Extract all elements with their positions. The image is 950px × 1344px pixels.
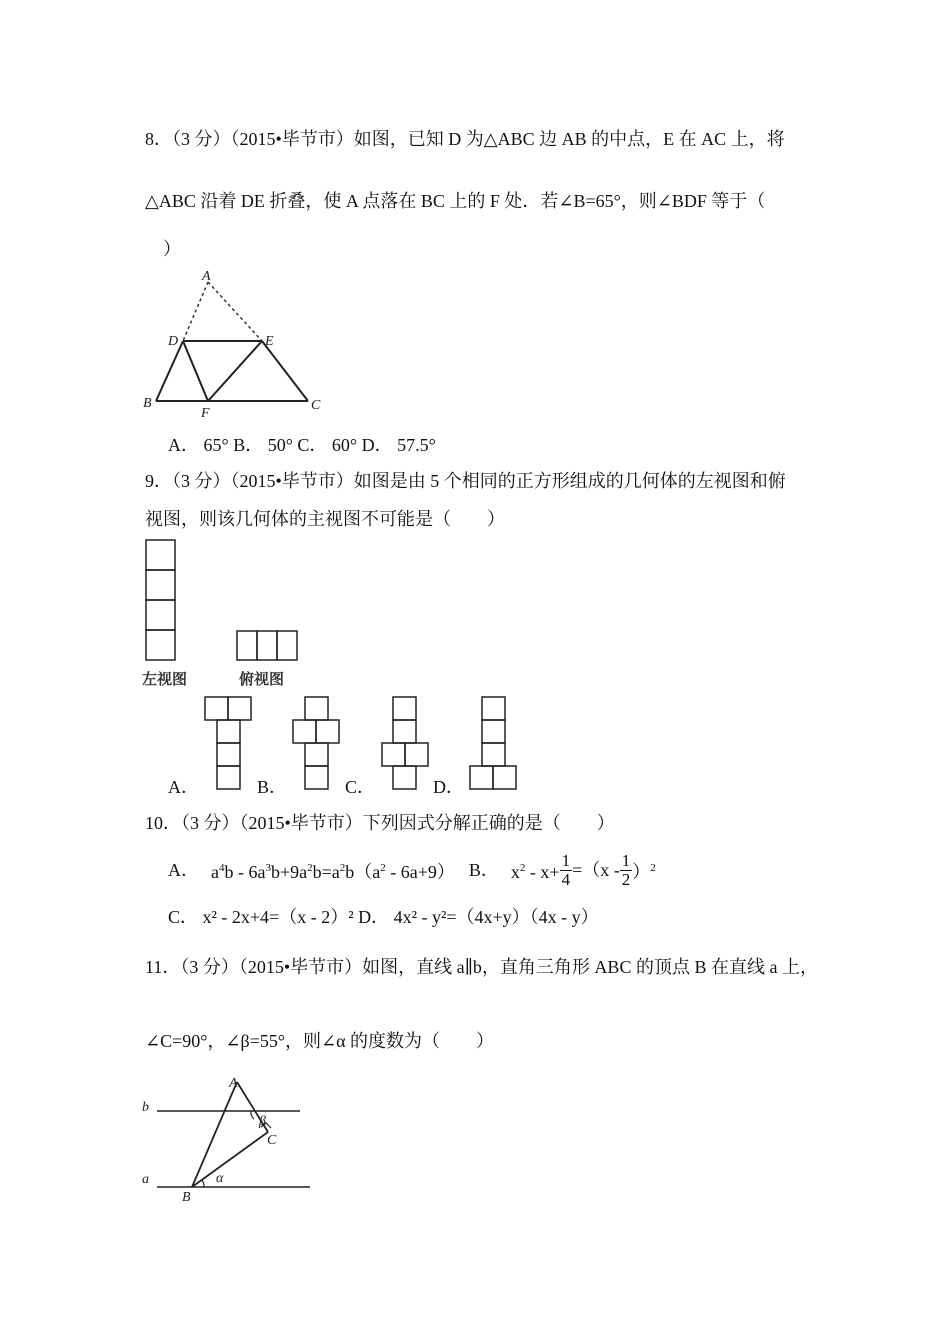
q11-label-beta: β	[259, 1114, 266, 1129]
q11-parallel-lines-figure	[140, 1070, 320, 1205]
q8-label-F: F	[201, 406, 210, 421]
q8-label-D: D	[168, 334, 179, 349]
fraction-one-quarter: $\frac{1}{4}$	[561, 850, 571, 889]
q11-label-b: b	[142, 1100, 149, 1115]
q8-line-2: △ABC 沿着 DE 折叠，使 A 点落在 BC 上的 F 处．若∠B=65°，则∠BDF 等于（	[145, 191, 766, 211]
q11-label-C: C	[267, 1133, 277, 1148]
left-view-caption: 左视图	[142, 670, 188, 688]
q8-label-A: A	[202, 269, 211, 284]
q9-views-figure	[140, 535, 310, 665]
q8-options: A． 65° B． 50° C． 60° D． 57.5°	[168, 435, 436, 455]
q9-line-1: 9．（3 分）（2015•毕节市）如图是由 5 个相同的正方形组成的几何体的左视图和俯	[145, 471, 786, 491]
q9-line-2: 视图，则该几何体的主视图不可能是（ ）	[145, 509, 505, 529]
q10-option-A-label: A．	[168, 860, 199, 880]
q11-label-A: A	[229, 1076, 238, 1091]
fraction-one-half: $\frac{1}{2}$	[621, 850, 631, 889]
q9-option-B-label: B．	[257, 777, 288, 797]
q8-label-B: B	[143, 396, 152, 411]
q9-option-C-label: C．	[345, 777, 376, 797]
q10-options-cd: C． x² - 2x+4=（x - 2）² D． 4x² - y²=（4x+y）（4x - y）	[168, 907, 599, 927]
q11-label-alpha: α	[216, 1171, 224, 1186]
q11-label-a: a	[142, 1172, 149, 1187]
q8-label-C: C	[311, 398, 321, 413]
top-view-caption: 俯视图	[239, 670, 285, 688]
q8-triangle-figure	[138, 268, 338, 421]
q11-label-B: B	[182, 1190, 191, 1205]
q9-option-D-label: D．	[433, 777, 464, 797]
q8-label-E: E	[265, 334, 274, 349]
q9-option-A-label: A．	[168, 777, 199, 797]
q8-line-1: 8．（3 分）（2015•毕节市）如图，已知 D 为△ABC 边 AB 的中点，E 在 AC 上，将	[145, 129, 785, 149]
q8-line-3: ）	[163, 239, 181, 259]
q11-line-1: 11．（3 分）（2015•毕节市）如图，直线 a∥b，直角三角形 ABC 的顶点 B 在直线 a 上，	[145, 957, 818, 977]
q10-line-1: 10．（3 分）（2015•毕节市）下列因式分解正确的是（ ）	[145, 813, 615, 833]
q11-line-2: ∠C=90°，∠β=55°，则∠α 的度数为（ ）	[145, 1031, 495, 1051]
q10-options-ab: A． $a^4b - 6a^3b+9a^2b=a^2b(a^2 - 6a+9)$ B． $x^2 - x+$ $\frac{1}{4}$ =（x - $\frac{1}{2}$ ）$^2$	[168, 850, 656, 889]
q10-option-B-label: B．	[468, 860, 499, 880]
